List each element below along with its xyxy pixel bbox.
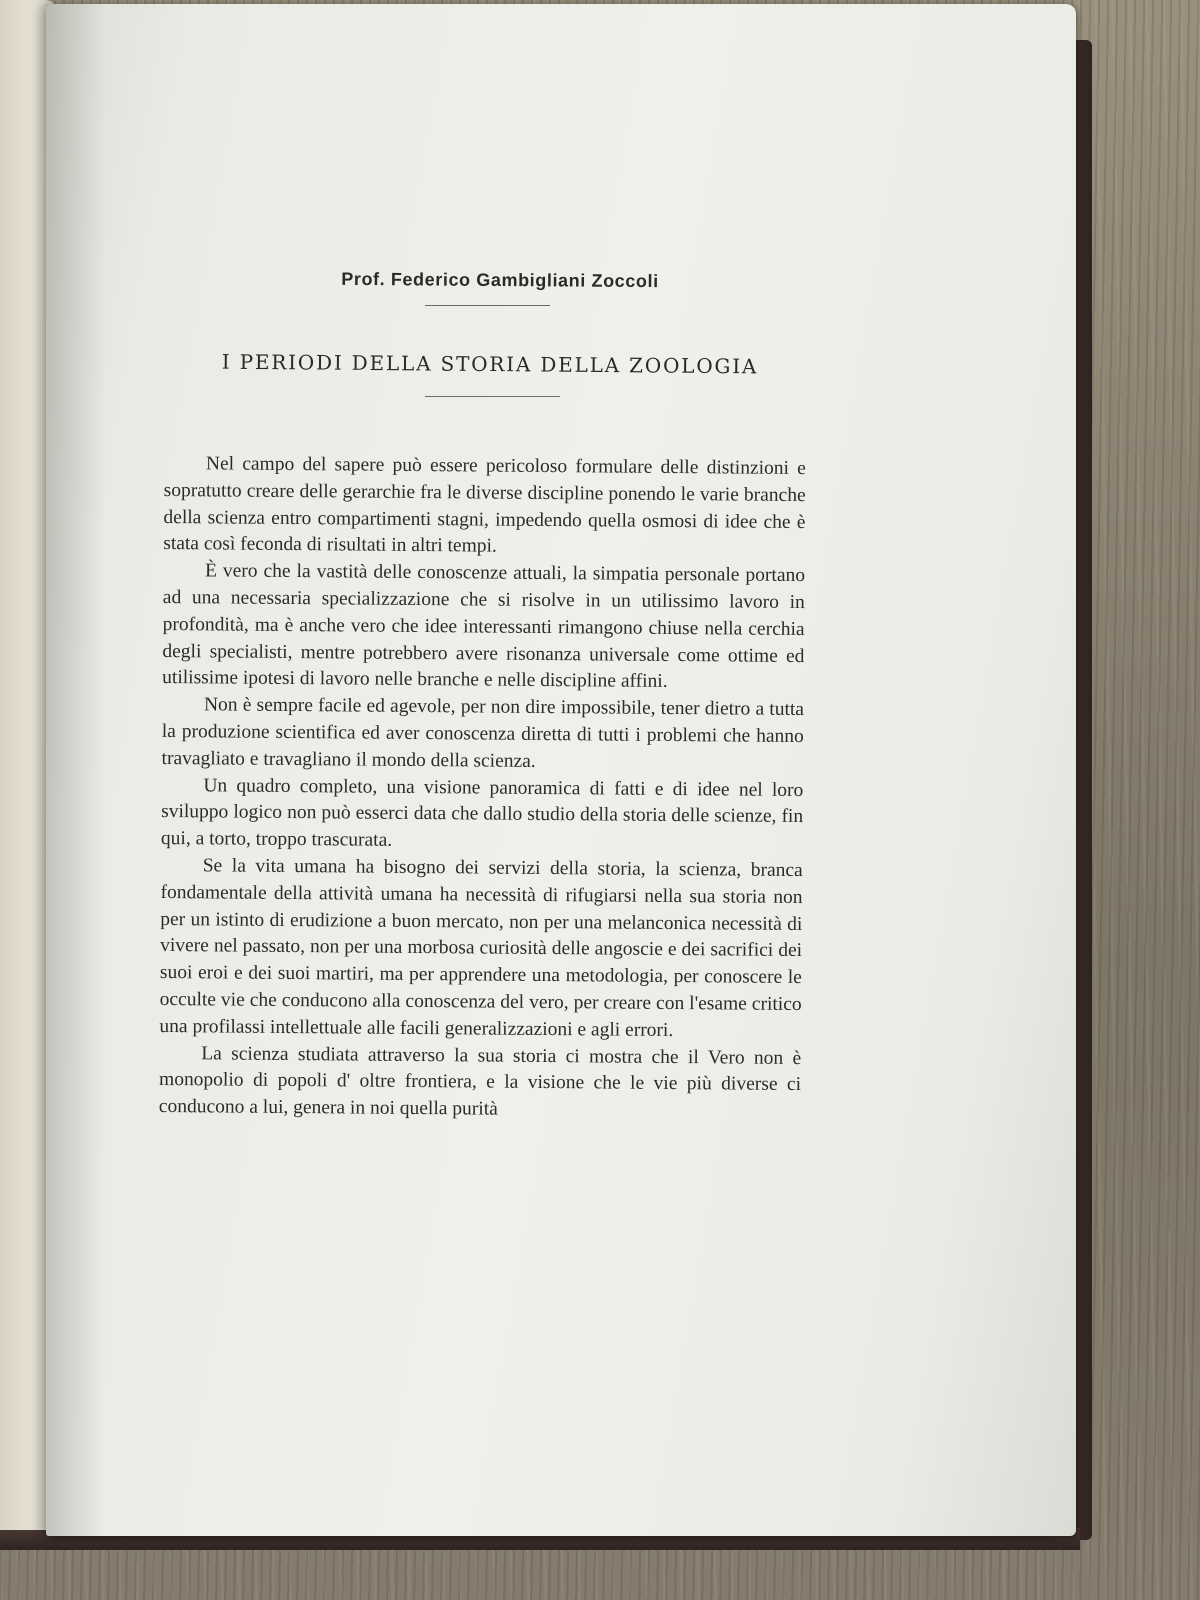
author-divider [425,305,550,306]
paragraph: Nel campo del sapere può essere pericoloso formulare delle distinzioni e sopratutto creare delle gerarchie fra le diverse discipline ponendo le varie branche della scienza entro compartimenti stagni, impedendo quella osmosi di idee che è stata così feconda di risultati in altri tempi. [163,453,806,558]
author-name: Prof. Federico Gambigliani Zoccoli [341,268,659,292]
body-text [159,451,806,1126]
chapter-title: I PERIODI DELLA STORIA DELLA ZOOLOGIA [221,349,759,379]
paragraph: Se la vita umana ha bisogno dei servizi della storia, la scienza, branca fondamentale della attività umana ha necessità di rifugiarsi nella sua storia non per un istinto di erudizione a buon mercato, non per una melanconica necessità di vivere nel passato, non per una morbosa curiosità delle angoscie e dei sacrifici dei suoi eroi e dei suoi martiri, ma per apprendere una metodologia, per conoscere le occulte vie che conducono alla conoscenza del vero, per creare con l'esame critico una profilassi intellettuale alle facili generalizzazioni e agli errori. [159,855,803,1041]
paragraph: Non è sempre facile ed agevole, per non dire impossibile, tener dietro a tutta la produzione scientifica ed aver conoscenza diretta di tutti i problemi che hanno travagliato e travagliano il mondo della scienza. [161,694,805,772]
paragraph: La scienza studiata attraverso la sua storia ci mostra che il Vero non è monopolio di popoli d' oltre frontiera, e la visione che le vie più diverse ci conducono a lui, genera in noi quella purità [158,1042,802,1120]
title-divider [425,396,560,397]
paragraph: È vero che la vastità delle conoscenze attuali, la simpatia personale portano ad una necessaria specializzazione che si risolve in un utilissimo lavoro in profondità, ma è anche vero che idee interessanti rimangono chiuse nella cerchia degli specialisti, mentre potrebbero avere risonanza universale come ottime ed utilissime ipotesi di lavoro nelle branche e nelle discipline affini. [162,560,806,693]
paragraph: Un quadro completo, una visione panoramica di fatti e di idee nel loro sviluppo logico non può esserci data che dallo studio della storia delle scienze, fin qui, a torto, troppo trascurata. [160,774,804,851]
